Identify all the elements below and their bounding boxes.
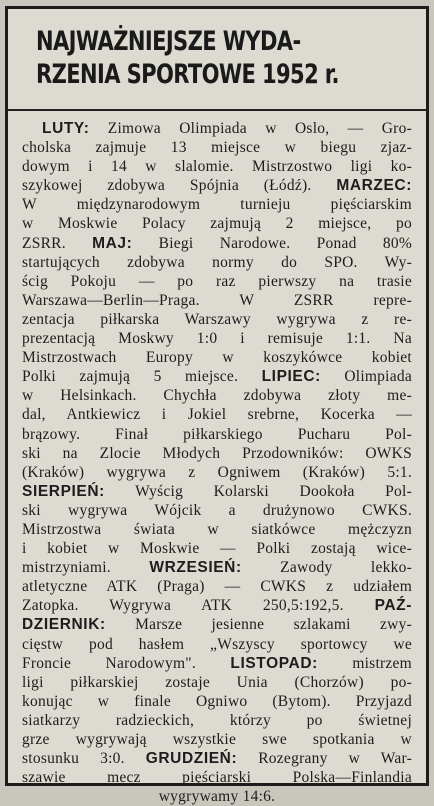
- article-line: [22, 310, 412, 329]
- article-line: [22, 444, 412, 463]
- article-text: szawie mecz pięściarski Polska—Finlandia: [22, 769, 412, 787]
- month-heading: DZIERNIK:: [22, 616, 106, 634]
- article-text: Mistrzostwa świata w siatkówce mężczyzn: [22, 520, 412, 538]
- article-text: cholska zajmuje 13 miejsce w biegu zjaz-: [22, 139, 412, 157]
- article-text: zentacja piłkarska Warszawy wygrywa z re-: [22, 310, 412, 328]
- article-text: Zimowa Olimpiada w Oslo, — Gro-: [89, 120, 412, 137]
- month-heading: LIPIEC:: [261, 368, 321, 386]
- article-line: [22, 577, 412, 596]
- article-line: [22, 673, 412, 692]
- article-text: Polki zajmują 5 miejsce.: [22, 368, 262, 386]
- article-text: Zatopka. Wygrywa ATK 250,5:192,5.: [22, 597, 375, 615]
- month-heading: SIERPIEŃ:: [22, 482, 105, 500]
- article-text: dowym i 14 w slalomie. Mistrzostwo ligi ko-: [22, 158, 412, 176]
- article-line: [22, 692, 412, 711]
- article-text: prezentacją Moskwy 1:0 i remisuje 1:1. Na: [22, 330, 412, 348]
- article-line: [22, 749, 412, 768]
- article-line: [22, 234, 412, 253]
- article-line: [22, 711, 412, 730]
- article-line: [22, 482, 412, 501]
- article-line: [22, 425, 412, 444]
- article-line: [22, 520, 412, 539]
- article-line: [22, 253, 412, 272]
- headline-divider: [8, 109, 426, 111]
- article-text: Zawody lekko-: [241, 559, 412, 577]
- article-text: cięstw pod hasłem „Wszyscy sportowcy we: [22, 635, 412, 653]
- article-line: [22, 768, 412, 787]
- article-text: ZSRR.: [22, 234, 93, 252]
- article-line: [22, 214, 412, 233]
- article-text: wygrywamy 14:6.: [158, 788, 276, 806]
- article-text: Warszawa—Berlin—Praga. W ZSRR repre-: [22, 291, 412, 309]
- article-line: [22, 405, 412, 424]
- month-heading: PAŹ-: [374, 597, 412, 615]
- article-line: [22, 463, 412, 482]
- article-line: [22, 176, 412, 195]
- month-heading: LUTY:: [42, 120, 90, 137]
- article-line: [22, 539, 412, 558]
- headline-line-2: RZENIA SPORTOWE 1952 r.: [36, 59, 339, 90]
- article-text: grze wygrywają wszystkie swe spotkania w: [22, 731, 412, 748]
- article-text: brązowy. Finał piłkarskiego Pucharu Pol-: [22, 425, 412, 443]
- article-text: Rozegrany w War-: [237, 750, 412, 768]
- article-text: szykowej zdobywa Spójnia (Łódź).: [22, 177, 337, 195]
- article-text: ligi piłkarskiej zostaje Unia (Chorzów) po-: [22, 673, 412, 691]
- month-heading: MAJ:: [92, 234, 133, 252]
- headline-line-1: NAJWAŻNIEJSZE WYDA-: [36, 26, 301, 57]
- month-heading: WRZESIEŃ:: [149, 559, 242, 577]
- month-heading: LISTOPAD:: [230, 654, 318, 672]
- article-text: Froncie Narodowym".: [22, 654, 231, 672]
- article-body: [22, 119, 412, 806]
- article-text: Biegi Narodowe. Ponad 80%: [132, 234, 412, 252]
- article-text: konując w finale Ogniwo (Bytom). Przyjazd: [22, 692, 412, 710]
- headline: [36, 25, 426, 91]
- article-line: [22, 272, 412, 291]
- article-text: Wyścig Kolarski Dookoła Pol-: [104, 482, 412, 500]
- article-line: [22, 195, 412, 214]
- article-line: [22, 654, 412, 673]
- month-heading: MARZEC:: [336, 177, 412, 195]
- article-text: w Helsinkach. Chychła zdobywa złoty me-: [22, 387, 412, 405]
- newspaper-clipping: [5, 6, 429, 806]
- article-text: Olimpiada: [320, 368, 412, 386]
- article-text: (Kraków) wygrywa z Ogniwem (Kraków) 5:1.: [22, 463, 412, 481]
- article-line: [22, 730, 412, 749]
- month-heading: GRUDZIEŃ:: [145, 750, 238, 768]
- article-text: stosunku 3:0.: [22, 750, 146, 768]
- article-line: [22, 787, 412, 806]
- article-line: [22, 348, 412, 367]
- article-text: w Moskwie Polacy zajmują 2 miejsce, po: [22, 215, 412, 233]
- article-text: ski na Zlocie Młodych Przodowników: OWKS: [22, 444, 412, 462]
- article-line: [22, 501, 412, 520]
- article-line: [22, 119, 412, 138]
- article-text: atletyczne ATK (Praga) — CWKS z udziałem: [22, 578, 412, 596]
- article-line: [22, 329, 412, 348]
- article-text: siatkarzy radzieckich, którzy po świetnej: [22, 711, 412, 729]
- article-line: [22, 386, 412, 405]
- article-text: ścig Pokoju — po raz pierwszy na trasie: [22, 272, 412, 290]
- article-line: [22, 367, 412, 386]
- article-line: [22, 157, 412, 176]
- article-line: [22, 138, 412, 157]
- article-line: [22, 558, 412, 577]
- article-text: ski wygrywa Wójcik a drużynowo CWKS.: [22, 501, 412, 519]
- article-text: i kobiet w Moskwie — Polki zostają wice-: [22, 540, 412, 558]
- article-text: Mistrzostwach Europy w koszykówce kobiet: [22, 349, 412, 367]
- article-text: mistrzem: [317, 654, 412, 672]
- article-text: Marsze jesienne szlakami zwy-: [105, 616, 412, 634]
- article-line: [22, 615, 412, 634]
- article-text: W międzynarodowym turnieju pięściarskim: [22, 196, 412, 214]
- article-line: [22, 635, 412, 654]
- article-text: startujących zdobywa normy do SPO. Wy-: [22, 253, 412, 271]
- article-text: dal, Antkiewicz i Jokiel srebrne, Kocerka —: [22, 406, 412, 424]
- article-line: [22, 596, 412, 615]
- article-line: [22, 291, 412, 310]
- article-text: mistrzyniami.: [22, 559, 150, 577]
